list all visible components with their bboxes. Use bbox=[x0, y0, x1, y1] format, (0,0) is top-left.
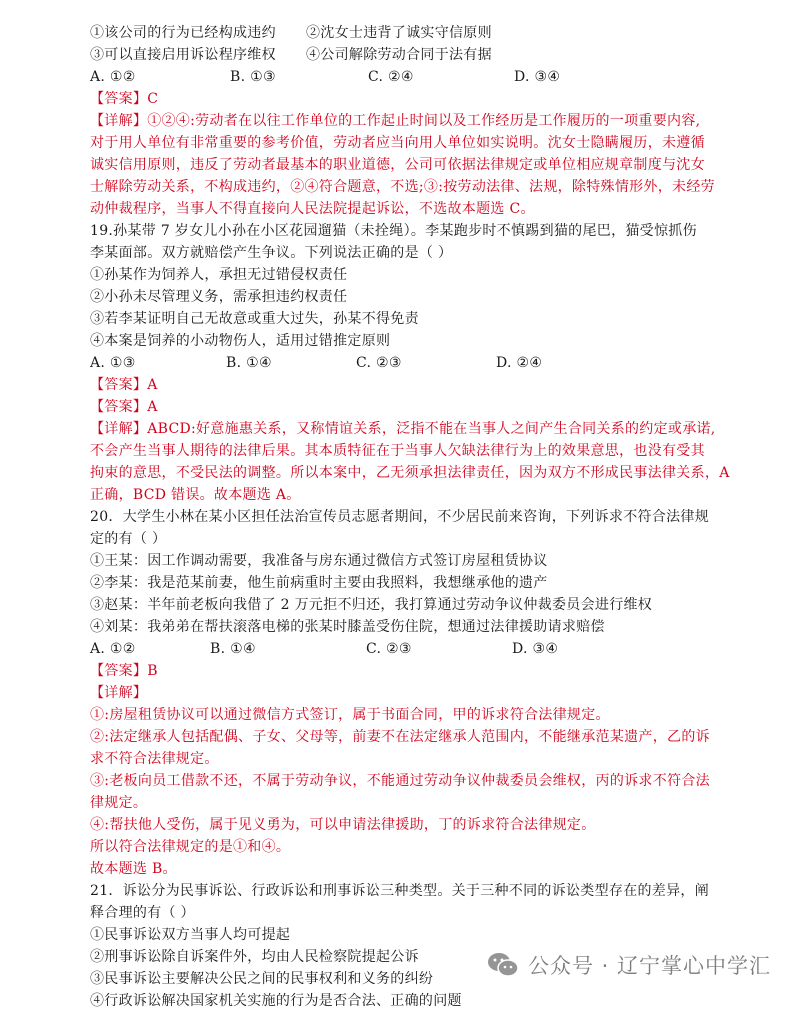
choice-c: C. ②③ bbox=[356, 355, 402, 371]
question-19-detail: 【详解】ABCD:好意施惠关系，又称情谊关系，泛指不能在当事人之间产生合同关系的约定或承诺, bbox=[90, 421, 716, 437]
question-19-answer: 【答案】A bbox=[90, 399, 158, 415]
choice-row bbox=[90, 66, 710, 88]
question-19-item: ④本案是饲养的小动物伤人，适用过错推定原则 bbox=[90, 333, 391, 349]
option-3: ③可以直接启用诉讼程序维权 bbox=[90, 47, 276, 63]
question-20-item: ①王某：因工作调动需要，我准备与房东通过微信方式签订房屋租赁协议 bbox=[90, 553, 548, 569]
question-20-stem: 20．大学生小林在某小区担任法治宣传员志愿者期间，不少居民前来咨询，下列诉求不符合法律规 bbox=[90, 509, 710, 525]
question-21-stem: 21．诉讼分为民事诉讼、行政诉讼和刑事诉讼三种类型。关于三种不同的诉讼类型存在的差异，阐 bbox=[90, 883, 710, 899]
watermark-text: 公众号 · 辽宁掌心中学汇 bbox=[528, 954, 772, 978]
question-20-detail: ③:老板向员工借款不还，不属于劳动争议，不能通过劳动争议仲裁委员会维权，丙的诉求不符合法 bbox=[90, 773, 710, 789]
options-row-1 bbox=[90, 22, 710, 44]
question-20-detail: 求不符合法律规定。 bbox=[90, 751, 219, 767]
detail-line: 诚实信用原则，违反了劳动者最基本的职业道德，公司可依据法律规定或单位相应规章制度与沈女 bbox=[90, 157, 705, 173]
choice-a: A. ①② bbox=[90, 641, 136, 657]
option-1: ①该公司的行为已经构成违约 bbox=[90, 25, 276, 41]
option-4: ④公司解除劳动合同于法有据 bbox=[306, 47, 492, 63]
wechat-official-account-icon bbox=[486, 951, 520, 979]
choice-d: D. ②④ bbox=[496, 355, 543, 371]
choice-c: C. ②③ bbox=[366, 641, 412, 657]
question-20-detail: 所以符合法律规定的是①和④。 bbox=[90, 839, 291, 855]
question-19-answer: 【答案】A bbox=[90, 377, 158, 393]
question-19-stem: 19.孙某带 7 岁女儿小孙在小区花园遛猫（未拴绳）。李某跑步时不慎踢到猫的尾巴，猫受惊抓伤 bbox=[90, 223, 697, 239]
choice-c: C. ②④ bbox=[368, 69, 414, 85]
question-20-choices bbox=[90, 638, 710, 660]
question-19-detail: 不会产生当事人期待的法律后果。其本质特征在于当事人欠缺法律行为上的效果意思，也没有受其 bbox=[90, 443, 705, 459]
choice-b: B. ①④ bbox=[210, 641, 256, 657]
question-20-detail: ①:房屋租赁协议可以通过微信方式签订，属于书面合同，甲的诉求符合法律规定。 bbox=[90, 707, 610, 723]
question-19-stem: 李某面部。双方就赔偿产生争议。下列说法正确的是（ ） bbox=[90, 245, 453, 261]
question-20-item: ③赵某：半年前老板向我借了 2 万元拒不归还，我打算通过劳动争议仲裁委员会进行维权 bbox=[90, 597, 653, 613]
question-19-detail: 拘束的意思，不受民法的调整。所以本案中，乙无须承担法律责任，因为双方不形成民事法律关系，A bbox=[90, 465, 730, 481]
question-19-detail: 正确，BCD 错误。故本题选 A。 bbox=[90, 487, 301, 503]
detail-line: 士解除劳动关系，不构成违约，②④符合题意，不选;③:按劳动法律、法规，除特殊情形外，未经劳 bbox=[90, 179, 715, 195]
question-20-detail: 故本题选 B。 bbox=[90, 861, 177, 877]
question-21-stem: 释合理的有（ ） bbox=[90, 905, 195, 921]
question-20-detail: 律规定。 bbox=[90, 795, 148, 811]
question-21-item: ②刑事诉讼除自诉案件外，均由人民检察院提起公诉 bbox=[90, 949, 419, 965]
question-20-item: ④刘某：我弟弟在帮扶滚落电梯的张某时膝盖受伤住院，想通过法律援助请求赔偿 bbox=[90, 619, 605, 635]
choice-d: D. ③④ bbox=[512, 641, 559, 657]
detail-line: 对于用人单位有非常重要的参考价值，劳动者应当向用人单位如实说明。沈女士隐瞒履历，未遵循 bbox=[90, 135, 705, 151]
question-21-item: ③民事诉讼主要解决公民之间的民事权利和义务的纠纷 bbox=[90, 971, 434, 987]
options-row-2 bbox=[90, 44, 710, 66]
question-20-detail: ②:法定继承人包括配偶、子女、父母等，前妻不在法定继承人范围内，不能继承范某遗产，乙的诉 bbox=[90, 729, 710, 745]
watermark bbox=[486, 948, 771, 982]
question-20-item: ②李某：我是范某前妻，他生前病重时主要由我照料，我想继承他的遗产 bbox=[90, 575, 548, 591]
question-19-choices bbox=[90, 352, 710, 374]
question-19-item: ①孙某作为饲养人，承担无过错侵权责任 bbox=[90, 267, 348, 283]
answer: 【答案】C bbox=[90, 91, 159, 107]
choice-b: B. ①③ bbox=[230, 69, 276, 85]
choice-b: B. ①④ bbox=[226, 355, 272, 371]
question-21-item: ④行政诉讼解决国家机关实施的行为是否合法、正确的问题 bbox=[90, 993, 462, 1009]
option-2: ②沈女士违背了诚实守信原则 bbox=[306, 25, 492, 41]
question-20-stem: 定的有（ ） bbox=[90, 531, 167, 547]
choice-a: A. ①③ bbox=[90, 355, 136, 371]
question-20-answer: 【答案】B bbox=[90, 663, 158, 679]
question-20-detail-label: 【详解】 bbox=[90, 685, 148, 701]
choice-a: A. ①② bbox=[90, 69, 136, 85]
question-20-detail: ④:帮扶他人受伤，属于见义勇为，可以申请法律援助，丁的诉求符合法律规定。 bbox=[90, 817, 596, 833]
question-19-item: ②小孙未尽管理义务，需承担违约权责任 bbox=[90, 289, 348, 305]
detail-line: 【详解】①②④:劳动者在以往工作单位的工作起止时间以及工作经历是工作履历的一项重要内容, bbox=[90, 113, 701, 129]
detail-line: 动仲裁程序，当事人不得直接向人民法院提起诉讼，不选故本题选 C。 bbox=[90, 201, 535, 217]
question-21-item: ①民事诉讼双方当事人均可提起 bbox=[90, 927, 291, 943]
choice-d: D. ③④ bbox=[514, 69, 561, 85]
question-19-item: ③若李某证明自己无故意或重大过失，孙某不得免责 bbox=[90, 311, 419, 327]
document-page bbox=[90, 22, 730, 1012]
